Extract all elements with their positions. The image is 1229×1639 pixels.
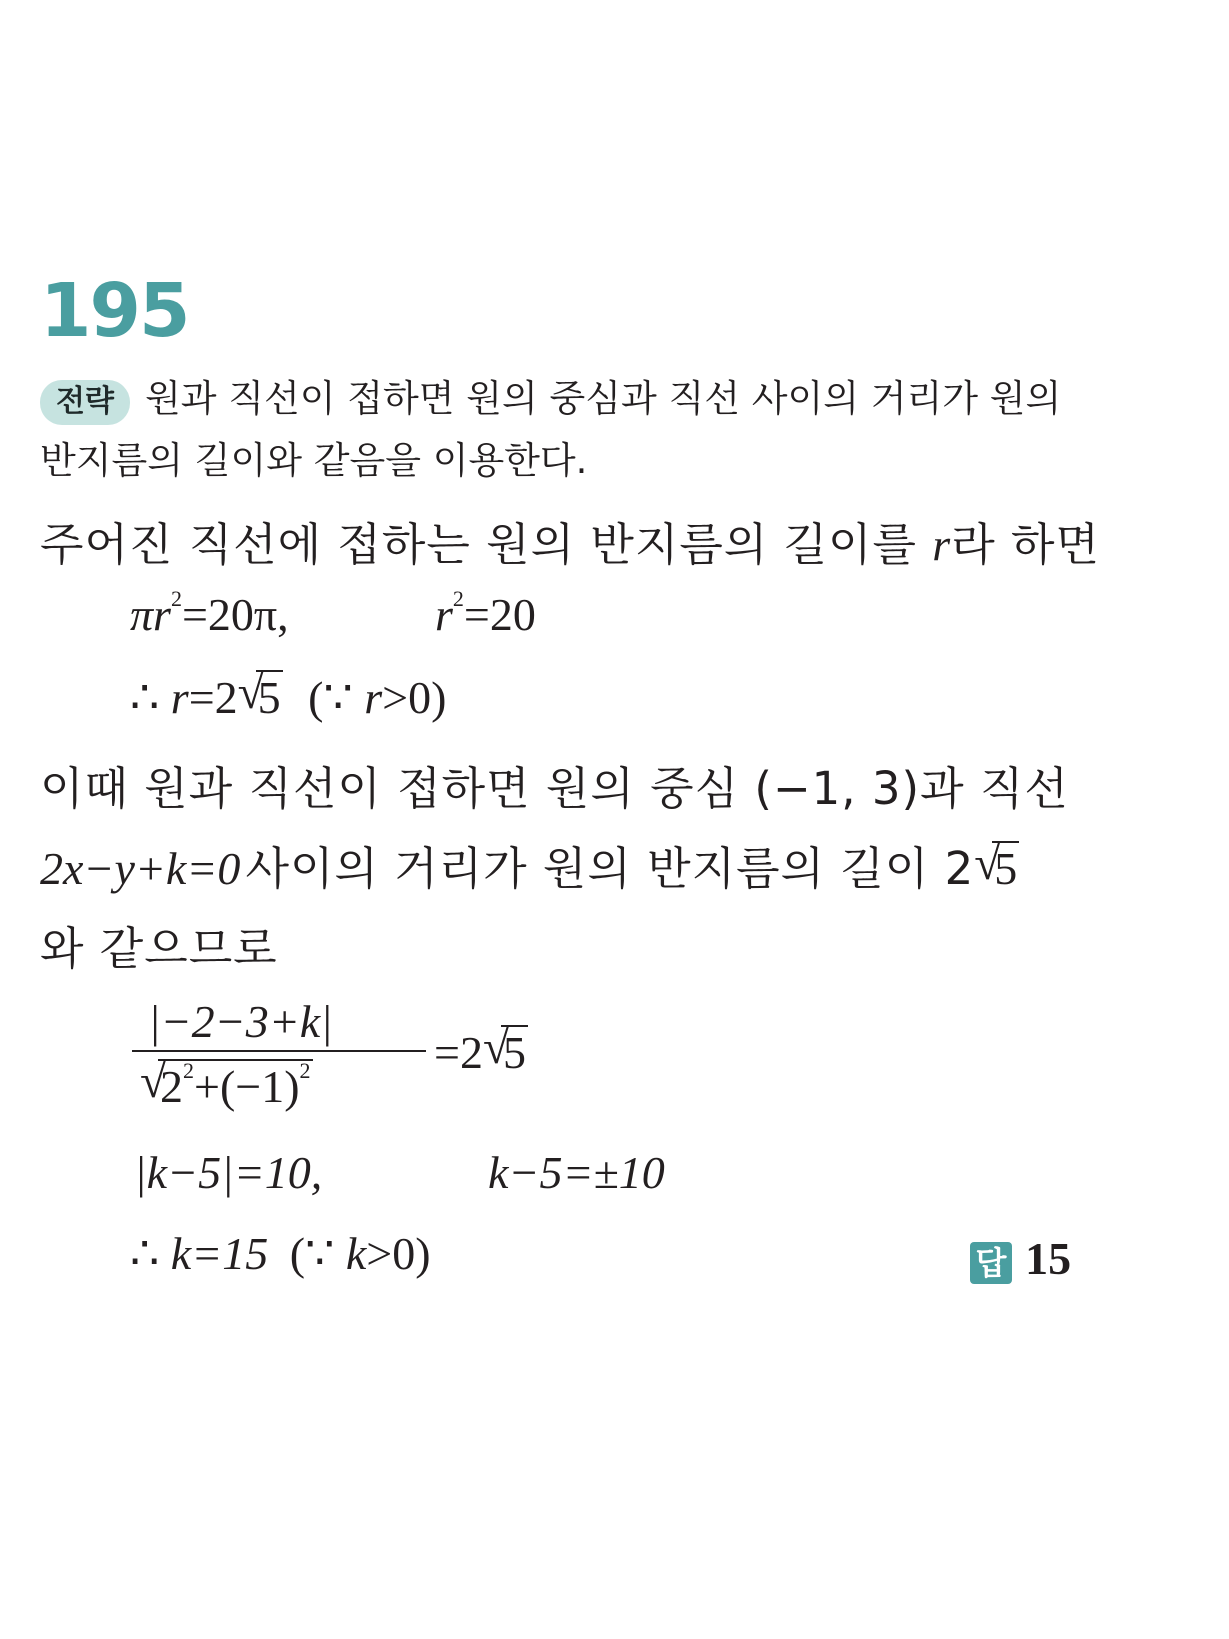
intro-text-a: 주어진 직선에 접하는 원의 반지름의 길이를 [40, 518, 917, 571]
equation-r-squared [435, 588, 536, 641]
fraction-rhs [434, 1021, 528, 1079]
fraction-denominator [140, 1055, 313, 1113]
den-base: 2 [160, 1061, 183, 1112]
line4-radicand: 5 [994, 843, 1018, 894]
answer-value: 15 [1025, 1233, 1072, 1284]
equation-abs: |k−5|=10, [134, 1147, 323, 1198]
intro-line [40, 508, 1100, 573]
therefore-symbol: ∴ [130, 1228, 160, 1279]
line-equation: 2x−y+k=0 [40, 843, 241, 894]
sqrt-symbol: √ 5 [482, 1021, 526, 1078]
eq4-cond-var: k [345, 1228, 367, 1279]
eq1-exponent: 2 [170, 586, 182, 611]
strategy-text-line2: 반지름의 길이와 같음을 이용한다. [40, 439, 588, 482]
frac-rhs-coef: =2 [434, 1027, 483, 1078]
problem-number: 195 [40, 268, 189, 354]
eq2-cond-var: r [364, 672, 383, 723]
line4-text: 사이의 거리가 원의 반지름의 길이 2 [245, 842, 975, 895]
strategy-block [40, 368, 1061, 422]
explanation-line4 [40, 832, 1019, 897]
eq4-cond-end: >0) [366, 1228, 431, 1279]
frac-rhs-radicand: 5 [502, 1027, 526, 1078]
eq1-r-exponent: 2 [452, 586, 464, 611]
sqrt-symbol: √ 5 [237, 666, 281, 723]
explanation-line3: 이때 원과 직선이 접하면 원의 중심 (−1, 3)과 직선 [40, 762, 1069, 815]
eq1-r: r [435, 589, 453, 640]
fraction-bar [132, 1050, 426, 1052]
therefore-symbol: ∴ [130, 672, 160, 723]
eq4-value: k=15 [170, 1228, 269, 1279]
strategy-badge: 전략 [40, 380, 130, 425]
den-exp1: 2 [183, 1058, 194, 1083]
eq4-cond-open: (∵ [289, 1228, 335, 1279]
equation-area [130, 588, 289, 641]
answer-block [970, 1232, 1071, 1285]
eq1-rhs: =20π, [181, 589, 289, 640]
explanation-line5: 와 같으므로 [40, 922, 278, 975]
sqrt-symbol: √ $2^2+(-1)^2$ [140, 1055, 311, 1112]
equation-radius [130, 666, 447, 724]
den-exp2: 2 [299, 1058, 311, 1083]
eq2-cond-open: (∵ [308, 672, 353, 723]
intro-var: r [932, 519, 952, 570]
equation-plusminus: k−5=±10 [488, 1147, 665, 1198]
fraction-numerator: |−2−3+k| [148, 996, 333, 1047]
den-term: +(−1) [194, 1061, 300, 1112]
eq1-r-rhs: =20 [463, 589, 536, 640]
strategy-text-line1: 원과 직선이 접하면 원의 중심과 직선 사이의 거리가 원의 [145, 377, 1062, 420]
eq2-var: r [170, 672, 189, 723]
eq1-pi-r: πr [130, 589, 171, 640]
intro-text-b: 라 하면 [951, 518, 1100, 571]
eq2-radicand: 5 [257, 672, 281, 723]
equation-final [130, 1226, 431, 1280]
answer-label: 답 [970, 1242, 1012, 1284]
sqrt-symbol: √ 5 [974, 837, 1018, 894]
eq2-coef: =2 [188, 672, 238, 723]
eq2-cond-end: >0) [382, 672, 447, 723]
